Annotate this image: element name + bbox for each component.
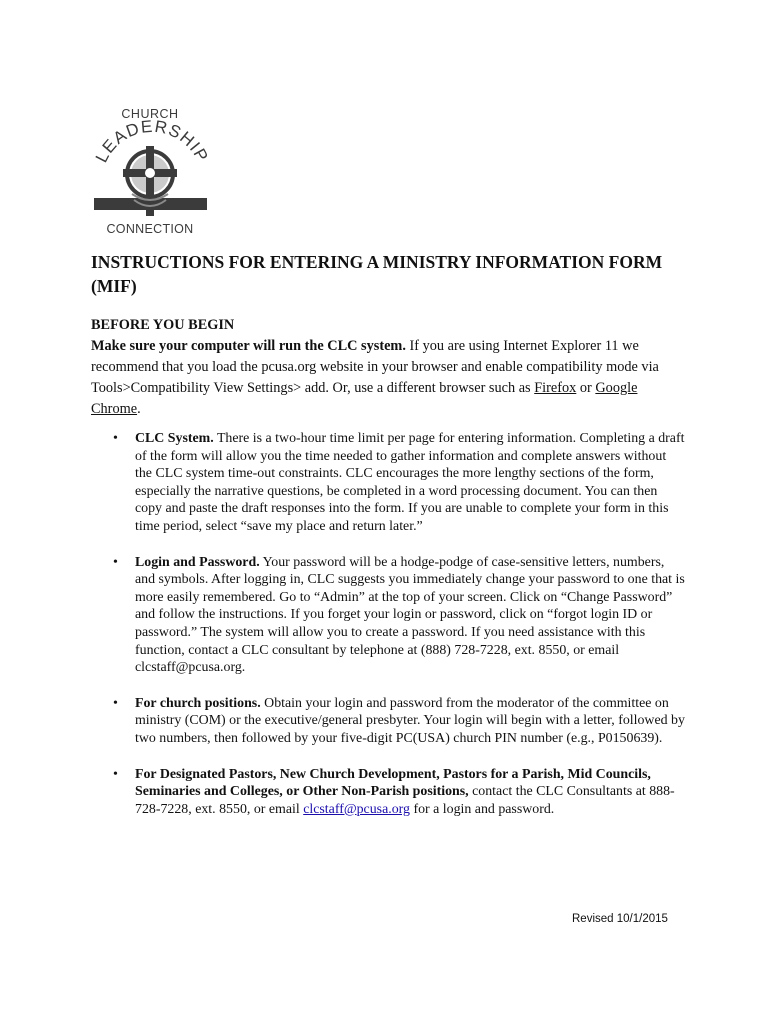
list-item-login-password	[91, 554, 686, 677]
logo-graphic	[88, 102, 213, 238]
list-item-text: for a login and password.	[409, 801, 555, 817]
revision-date: Revised 10/1/2015	[572, 913, 668, 925]
before-paragraph	[91, 336, 686, 420]
list-item-church-positions	[91, 695, 686, 748]
list-item-bold: Login and Password.	[135, 554, 260, 570]
lead-bold-text: Make sure your computer will run the CLC system.	[91, 338, 406, 354]
list-item-clc-system	[91, 430, 686, 536]
church-leadership-connection-logo	[88, 102, 213, 238]
logo-bottom-text: CONNECTION	[106, 222, 194, 236]
paragraph-text: or	[576, 380, 596, 396]
list-item-bold: CLC System.	[135, 431, 214, 446]
page-title: INSTRUCTIONS FOR ENTERING A MINISTRY INFORMATION FORM (MIF)	[91, 252, 663, 296]
list-item-text: Your password will be a hodge-podge of case-sensitive letters, numbers, and symbols. After logging in, CLC suggests you immediately change your password to one that is more easily remembered. Go to “Admin” at the top of your screen. Click on “Change Password” and follow the instructions. If you forget your login or password, click on “forgot login ID or password.” The system will allow you to create a password. If you need assistance with this function, contact a CLC consultant by telephone at (888) 728-7228, ext. 8550, or email clcstaff@pcusa.org.	[135, 554, 685, 676]
email-link[interactable]: clcstaff@pcusa.org	[303, 801, 410, 817]
before-you-begin-section	[91, 315, 686, 420]
section-heading: BEFORE YOU BEGIN	[91, 317, 235, 333]
paragraph-text: .	[137, 401, 141, 417]
google-chrome-link[interactable]: Google Chrome	[91, 380, 638, 417]
logo-top-text: CHURCH	[121, 107, 179, 121]
list-item-bold: For Designated Pastors, New Church Development, Pastors for a Parish, Mid Councils, Seminaries and Colleges, or Other Non-Parish positions,	[135, 766, 651, 800]
list-item-text: contact the CLC Consultants at 888-728-7228, ext. 8550, or email	[135, 784, 675, 817]
list-item-text: Obtain your login and password from the moderator of the committee on ministry (COM) or the executive/general presbyter. Your login will begin with a letter, followed by two numbers, then followed by your five-digit PC(USA) church PIN number (e.g., P0150639).	[135, 695, 685, 746]
instruction-list	[91, 430, 686, 818]
logo-arc-text: LEADERSHIP	[91, 116, 213, 166]
list-item-bold: For church positions.	[135, 695, 261, 711]
firefox-link[interactable]: Firefox	[534, 380, 577, 396]
list-item-text: There is a two-hour time limit per page for entering information. Completing a draft of the form will allow you the time needed to gather information and complete answers without the CLC system time-out constraints. CLC encourages the more lengthy sections of the form, especially the narrative questions, be completed in a word processing document. You can then copy and paste the draft responses into the form. If you are unable to complete your form in this time period, select “save my place and return later.”	[135, 431, 685, 534]
paragraph-text: If you are using Internet Explorer 11 we recommend that you load the pcusa.org website in your browser and enable compatibility mode via Tools>Compatibility View Settings> add. Or, use a different browser such as	[91, 338, 659, 396]
list-item-designated-pastors	[91, 766, 686, 819]
